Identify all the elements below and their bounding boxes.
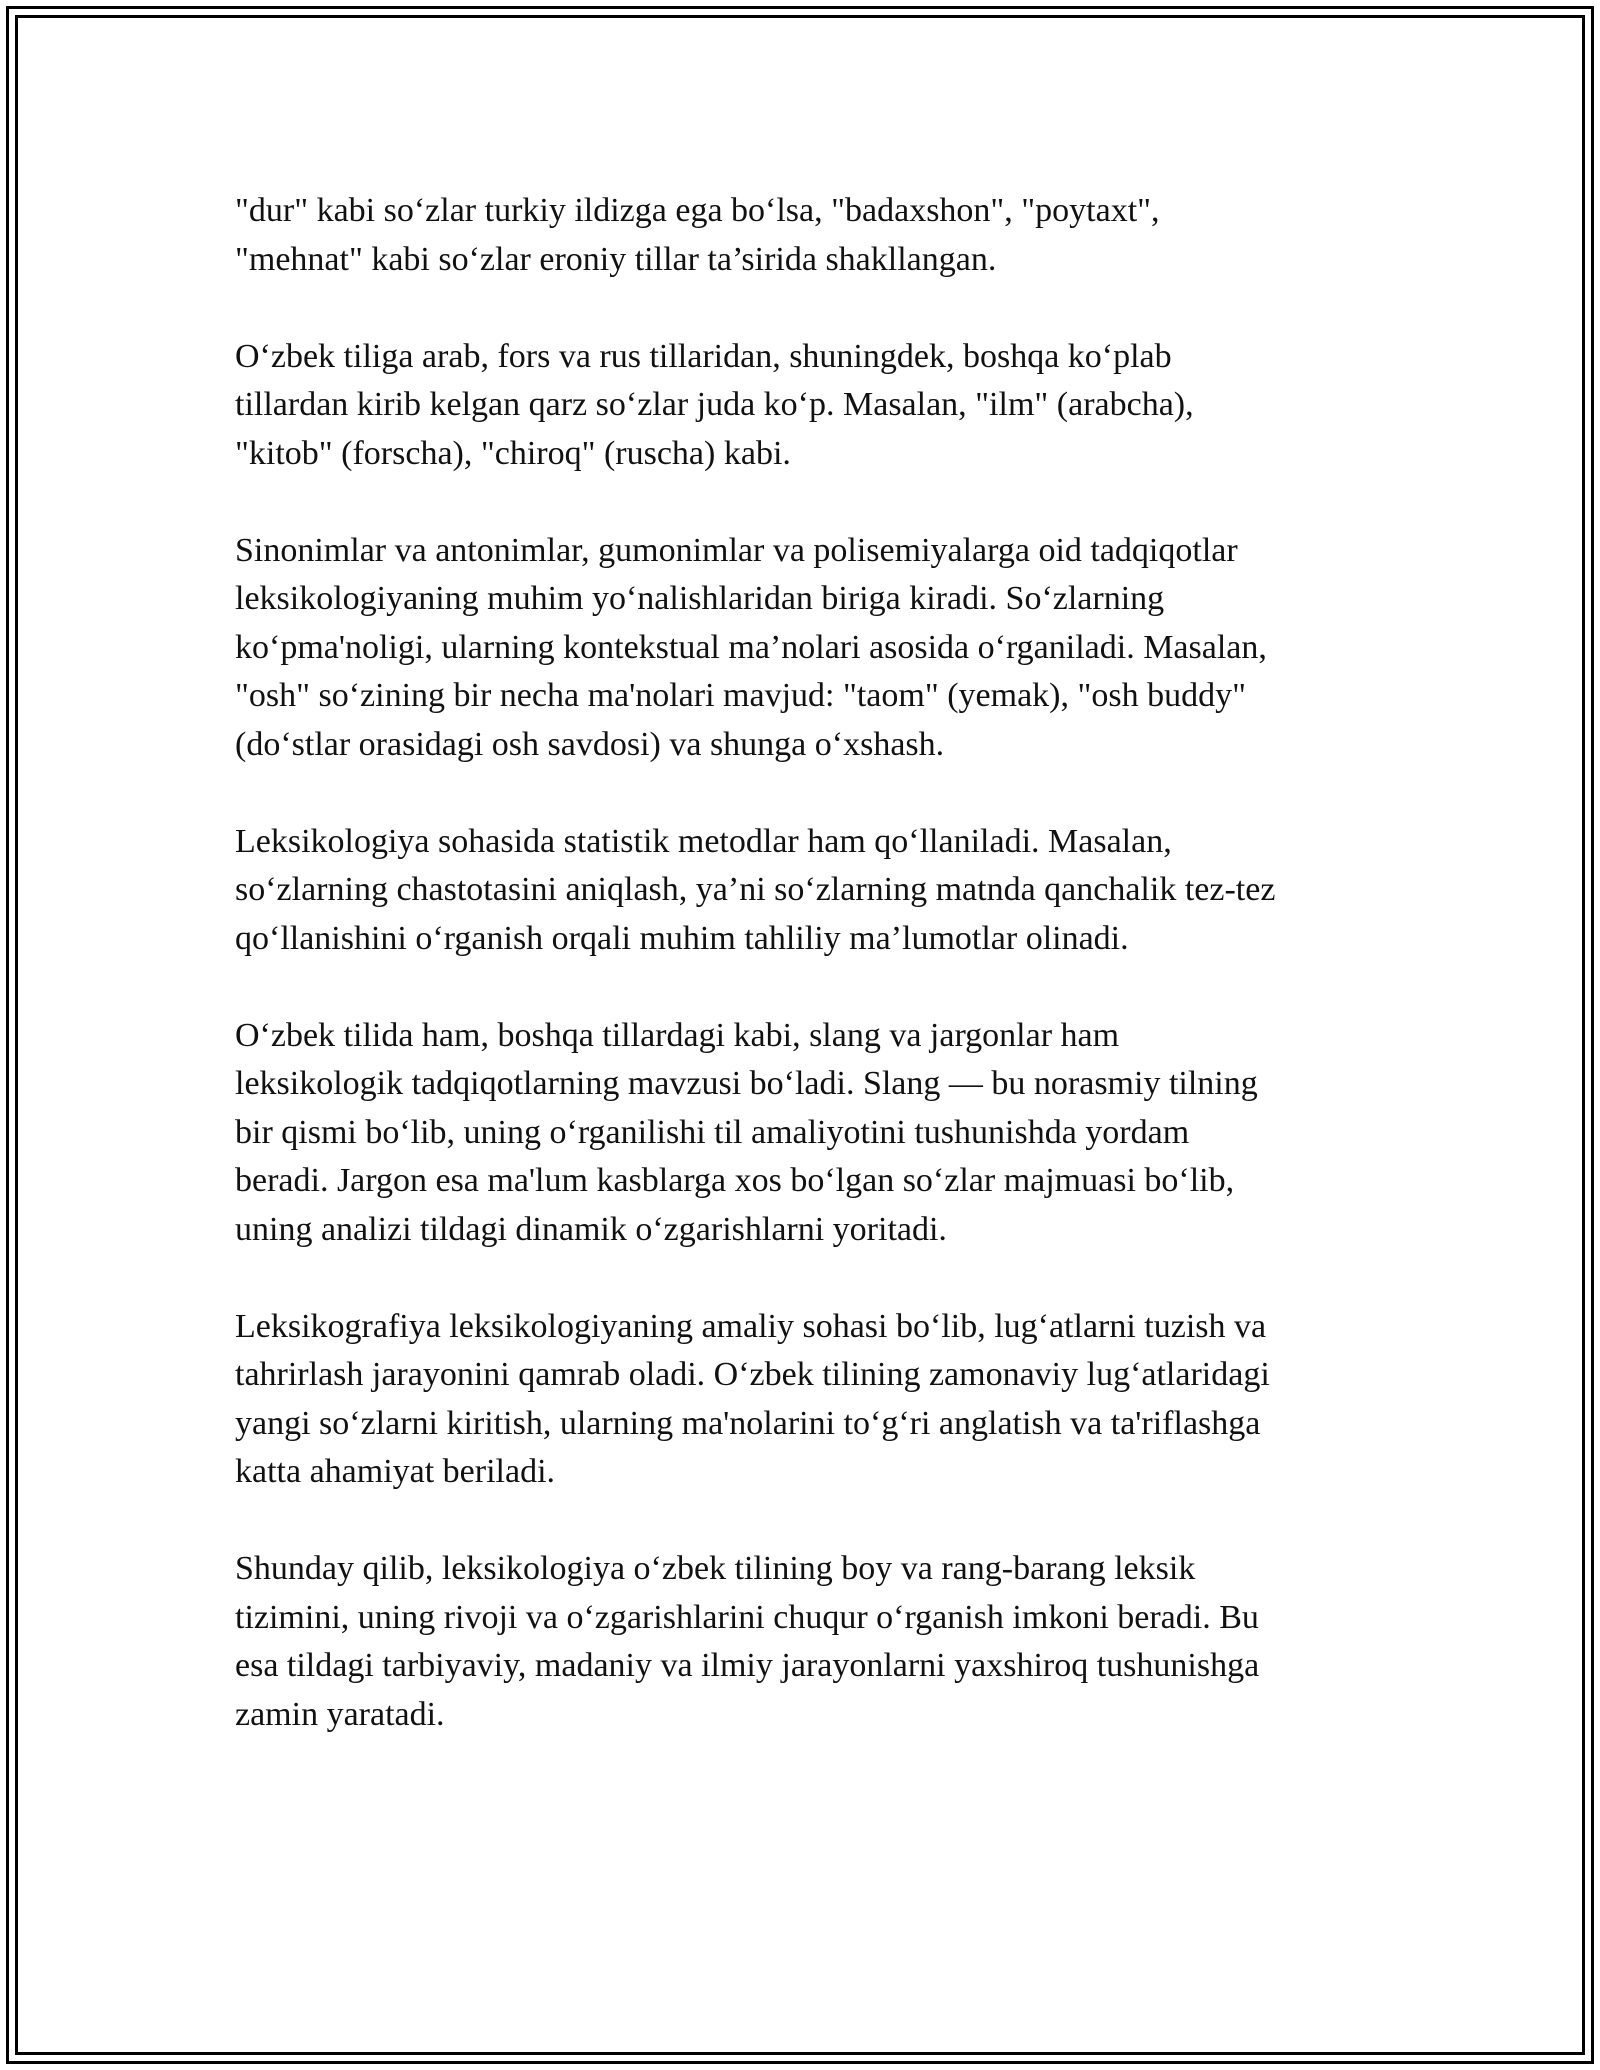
paragraph bbox=[235, 1303, 1365, 1497]
paragraph bbox=[235, 527, 1365, 770]
text-line: Sinonimlar va antonimlar, gumonimlar va polisemiyalarga oid tadqiqotlar bbox=[235, 531, 1238, 569]
text-line: Leksikologiya sohasida statistik metodlar ham qo‘llaniladi. Masalan, bbox=[235, 822, 1172, 860]
text-line: uning analizi tildagi dinamik o‘zgarishlarni yoritadi. bbox=[235, 1210, 947, 1248]
text-line: O‘zbek tiliga arab, fors va rus tillaridan, shuningdek, boshqa ko‘plab bbox=[235, 337, 1172, 375]
text-line: Shunday qilib, leksikologiya o‘zbek tilining boy va rang-barang leksik bbox=[235, 1550, 1196, 1587]
paragraph bbox=[235, 1545, 1365, 1739]
paragraph bbox=[235, 333, 1365, 479]
text-line: zamin yaratadi. bbox=[235, 1695, 445, 1733]
text-line: leksikologiyaning muhim yo‘nalishlaridan biriga kiradi. So‘zlarning bbox=[235, 580, 1165, 617]
text-line: so‘zlarning chastotasini aniqlash, ya’ni so‘zlarning matnda qanchalik tez-tez bbox=[235, 871, 1276, 908]
paragraph bbox=[235, 1012, 1365, 1255]
text-line: ko‘pma'noligi, ularning kontekstual ma’nolari asosida o‘rganiladi. Masalan, bbox=[235, 628, 1267, 666]
text-line: "mehnat" kabi so‘zlar eroniy tillar ta’sirida shakllangan. bbox=[235, 240, 997, 278]
text-line: leksikologik tadqiqotlarning mavzusi bo‘ladi. Slang — bu norasmiy tilning bbox=[235, 1065, 1258, 1102]
text-line: "kitob" (forscha), "chiroq" (ruscha) kabi. bbox=[235, 434, 791, 472]
text-line: qo‘llanishini o‘rganish orqali muhim tahliliy ma’lumotlar olinadi. bbox=[235, 919, 1129, 957]
text-line: "dur" kabi so‘zlar turkiy ildizga ega bo‘lsa, "badaxshon", "poytaxt", bbox=[235, 192, 1160, 229]
paragraph bbox=[235, 818, 1365, 964]
text-line: O‘zbek tilida ham, boshqa tillardagi kabi, slang va jargonlar ham bbox=[235, 1016, 1120, 1054]
text-line: tahrirlash jarayonini qamrab oladi. O‘zbek tilining zamonaviy lug‘atlaridagi bbox=[235, 1356, 1270, 1393]
text-line: "osh" so‘zining bir necha ma'nolari mavjud: "taom" (yemak), "osh buddy" bbox=[235, 677, 1246, 714]
text-line: katta ahamiyat beriladi. bbox=[235, 1453, 556, 1490]
text-line: tizimini, uning rivoji va o‘zgarishlarini chuqur o‘rganish imkoni beradi. Bu bbox=[235, 1598, 1259, 1636]
text-line: bir qismi bo‘lib, uning o‘rganilishi til amaliyotini tushunishda yordam bbox=[235, 1113, 1190, 1151]
text-line: esa tildagi tarbiyaviy, madaniy va ilmiy jarayonlarni yaxshiroq tushunishga bbox=[235, 1647, 1260, 1684]
text-line: Leksikografiya leksikologiyaning amaliy sohasi bo‘lib, lug‘atlarni tuzish va bbox=[235, 1307, 1267, 1345]
text-line: tillardan kirib kelgan qarz so‘zlar juda ko‘p. Masalan, "ilm" (arabcha), bbox=[235, 386, 1194, 423]
document-body bbox=[235, 187, 1365, 1788]
paragraph bbox=[235, 187, 1365, 284]
text-line: yangi so‘zlarni kiritish, ularning ma'nolarini to‘g‘ri anglatish va ta'riflashga bbox=[235, 1404, 1261, 1442]
text-line: beradi. Jargon esa ma'lum kasblarga xos bo‘lgan so‘zlar majmuasi bo‘lib, bbox=[235, 1162, 1235, 1199]
text-line: (do‘stlar orasidagi osh savdosi) va shunga o‘xshash. bbox=[235, 725, 945, 763]
